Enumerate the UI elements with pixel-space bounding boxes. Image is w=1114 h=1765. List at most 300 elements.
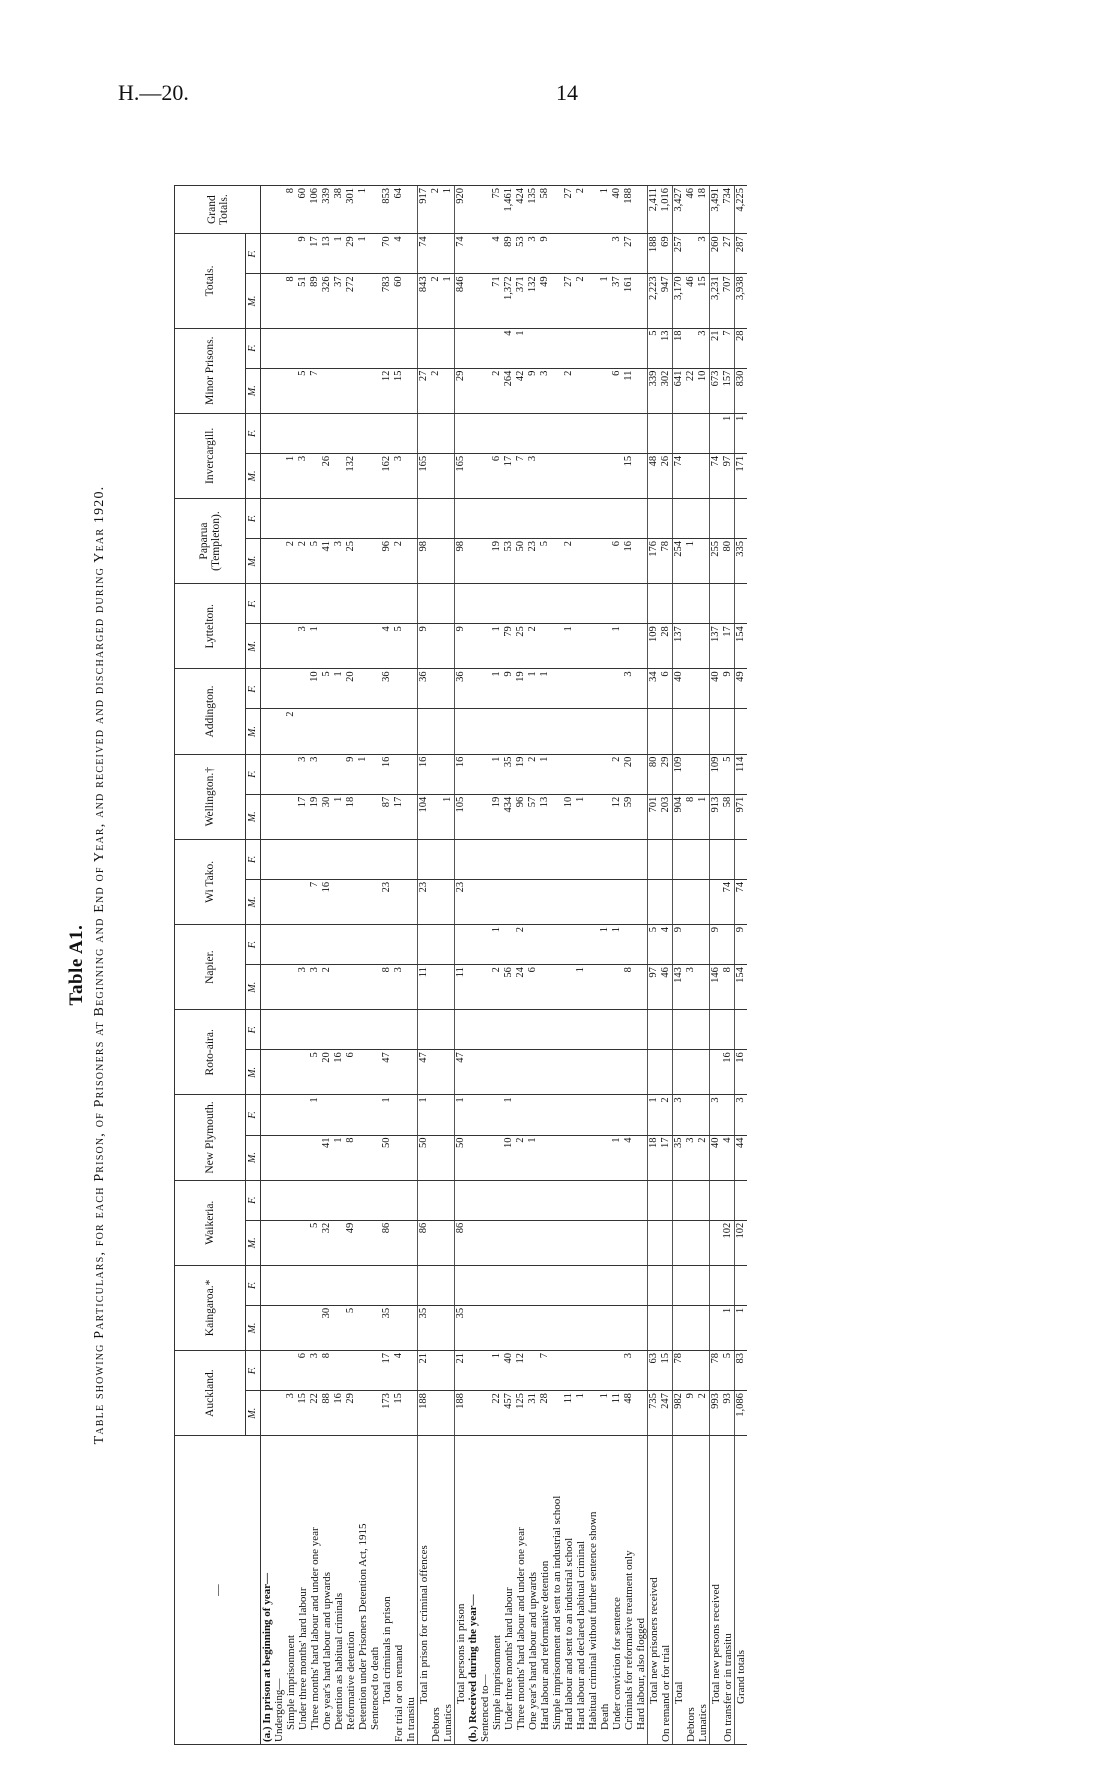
value-cell <box>623 1265 635 1305</box>
value-cell: 17 <box>381 1351 393 1391</box>
value-cell <box>539 624 551 669</box>
value-cell <box>357 794 369 839</box>
value-cell <box>563 584 575 624</box>
value-cell: 4 <box>660 925 673 965</box>
value-cell <box>587 186 599 234</box>
female-subheader: F. <box>246 1351 261 1391</box>
value-cell <box>587 624 599 669</box>
value-cell <box>321 1265 333 1305</box>
value-cell <box>442 413 455 453</box>
table-row <box>735 186 748 1745</box>
value-cell <box>623 498 635 538</box>
value-cell: 8 <box>623 965 635 1010</box>
value-cell <box>285 1050 297 1095</box>
value-cell: 3 <box>685 1135 697 1180</box>
value-cell <box>673 1010 686 1050</box>
row-label: In transitu <box>405 1436 418 1745</box>
value-cell <box>539 1010 551 1050</box>
value-cell <box>660 839 673 879</box>
value-cell <box>587 368 599 413</box>
value-cell <box>467 709 479 754</box>
value-cell <box>685 754 697 794</box>
value-cell: 49 <box>735 669 748 709</box>
value-cell: 4 <box>722 1135 735 1180</box>
table-caption <box>64 185 108 1745</box>
value-cell <box>369 539 381 584</box>
value-cell: 74 <box>673 453 686 498</box>
value-cell: 69 <box>660 234 673 274</box>
value-cell <box>527 1351 539 1391</box>
value-cell: 4 <box>623 1135 635 1180</box>
value-cell <box>369 1050 381 1095</box>
value-cell: 3,170 <box>673 274 686 328</box>
value-cell: 6 <box>345 1050 357 1095</box>
value-cell <box>635 624 648 669</box>
value-cell <box>430 584 442 624</box>
value-cell <box>623 1010 635 1050</box>
value-cell <box>430 879 442 924</box>
value-cell <box>539 1050 551 1095</box>
value-cell <box>479 186 491 234</box>
value-cell <box>673 584 686 624</box>
value-cell <box>273 1351 285 1391</box>
row-label: Debtors <box>430 1436 442 1745</box>
value-cell <box>369 453 381 498</box>
value-cell <box>539 925 551 965</box>
row-label: One year's hard labour and upwards <box>321 1436 333 1745</box>
value-cell <box>611 413 623 453</box>
value-cell: 8 <box>722 965 735 1010</box>
value-cell: 11 <box>611 1391 623 1436</box>
value-cell <box>369 584 381 624</box>
value-cell: 8 <box>285 186 297 234</box>
value-cell <box>551 1135 563 1180</box>
value-cell: 326 <box>321 274 333 328</box>
value-cell <box>273 234 285 274</box>
value-cell: 15 <box>393 1391 405 1436</box>
value-cell <box>503 1220 515 1265</box>
value-cell: 38 <box>333 186 345 234</box>
value-cell <box>599 669 611 709</box>
value-cell <box>599 413 611 453</box>
value-cell <box>551 1391 563 1436</box>
value-cell <box>673 1220 686 1265</box>
value-cell <box>455 584 468 624</box>
value-cell: 4 <box>503 328 515 368</box>
value-cell <box>285 1351 297 1391</box>
value-cell <box>563 1135 575 1180</box>
value-cell <box>635 453 648 498</box>
value-cell: 86 <box>455 1220 468 1265</box>
value-cell: 27 <box>563 186 575 234</box>
table-row <box>648 186 661 1745</box>
value-cell: 42 <box>515 368 527 413</box>
value-cell <box>599 839 611 879</box>
value-cell: 5 <box>309 539 321 584</box>
prison-particulars-table <box>174 185 747 1745</box>
value-cell <box>430 1010 442 1050</box>
value-cell: 29 <box>345 1391 357 1436</box>
value-cell: 830 <box>735 368 748 413</box>
value-cell <box>587 584 599 624</box>
value-cell <box>563 1220 575 1265</box>
value-cell: 264 <box>503 368 515 413</box>
value-cell: 12 <box>515 1351 527 1391</box>
value-cell: 5 <box>722 754 735 794</box>
value-cell: 80 <box>722 539 735 584</box>
value-cell: 114 <box>735 754 748 794</box>
value-cell <box>563 1095 575 1135</box>
value-cell <box>710 498 723 538</box>
value-cell: 1,016 <box>660 186 673 234</box>
value-cell <box>539 413 551 453</box>
value-cell: 46 <box>685 186 697 234</box>
value-cell <box>635 925 648 965</box>
value-cell <box>261 539 274 584</box>
row-label: Hard labour, also flogged <box>635 1436 648 1745</box>
value-cell <box>442 1050 455 1095</box>
row-label: Criminals for reformative treatment only <box>623 1436 635 1745</box>
value-cell <box>551 794 563 839</box>
value-cell <box>575 413 587 453</box>
value-cell <box>685 498 697 538</box>
value-cell <box>527 925 539 965</box>
value-cell <box>479 1351 491 1391</box>
value-cell <box>575 234 587 274</box>
value-cell: 58 <box>722 794 735 839</box>
value-cell: 154 <box>735 624 748 669</box>
value-cell <box>575 1180 587 1220</box>
value-cell <box>273 453 285 498</box>
value-cell <box>575 1135 587 1180</box>
value-cell <box>357 709 369 754</box>
value-cell <box>539 328 551 368</box>
value-cell <box>369 1351 381 1391</box>
value-cell <box>587 328 599 368</box>
value-cell <box>710 1265 723 1305</box>
value-cell <box>393 1220 405 1265</box>
value-cell <box>599 1305 611 1350</box>
value-cell <box>273 274 285 328</box>
value-cell <box>551 1180 563 1220</box>
value-cell <box>635 965 648 1010</box>
value-cell: 188 <box>623 186 635 234</box>
value-cell: 5 <box>309 1220 321 1265</box>
value-cell: 9 <box>673 925 686 965</box>
value-cell: 3 <box>685 965 697 1010</box>
table-row <box>551 186 563 1745</box>
value-cell: 161 <box>623 274 635 328</box>
value-cell <box>587 925 599 965</box>
value-cell: 48 <box>623 1391 635 1436</box>
value-cell: 23 <box>527 539 539 584</box>
value-cell <box>333 1095 345 1135</box>
value-cell: 109 <box>710 754 723 794</box>
value-cell <box>599 1351 611 1391</box>
value-cell: 44 <box>735 1135 748 1180</box>
value-cell <box>479 839 491 879</box>
value-cell <box>405 1391 418 1436</box>
value-cell <box>587 879 599 924</box>
value-cell <box>345 328 357 368</box>
male-subheader: M. <box>246 453 261 498</box>
value-cell <box>551 498 563 538</box>
value-cell <box>357 1265 369 1305</box>
value-cell: 7 <box>515 453 527 498</box>
value-cell <box>393 669 405 709</box>
table-row <box>673 186 686 1745</box>
value-cell <box>515 584 527 624</box>
value-cell <box>261 1220 274 1265</box>
value-cell <box>345 624 357 669</box>
value-cell <box>515 1095 527 1135</box>
value-cell: 6 <box>297 1351 309 1391</box>
value-cell <box>369 965 381 1010</box>
value-cell: 920 <box>455 186 468 234</box>
value-cell <box>273 328 285 368</box>
value-cell: 11 <box>563 1391 575 1436</box>
value-cell <box>467 1391 479 1436</box>
value-cell: 83 <box>735 1351 748 1391</box>
value-cell: 9 <box>418 624 431 669</box>
value-cell: 74 <box>735 879 748 924</box>
value-cell <box>648 839 661 879</box>
value-cell <box>467 839 479 879</box>
value-cell: 783 <box>381 274 393 328</box>
value-cell <box>697 413 710 453</box>
value-cell <box>442 925 455 965</box>
value-cell <box>405 539 418 584</box>
value-cell <box>491 1180 503 1220</box>
value-cell <box>599 1220 611 1265</box>
value-cell <box>515 1180 527 1220</box>
value-cell: 1 <box>442 274 455 328</box>
value-cell: 26 <box>660 453 673 498</box>
value-cell <box>575 839 587 879</box>
value-cell <box>442 879 455 924</box>
value-cell <box>697 879 710 924</box>
value-cell <box>697 1095 710 1135</box>
value-cell <box>648 879 661 924</box>
table-row <box>442 186 455 1745</box>
value-cell: 5 <box>648 925 661 965</box>
value-cell <box>611 1010 623 1050</box>
value-cell <box>430 1220 442 1265</box>
value-cell <box>587 1010 599 1050</box>
value-cell <box>551 368 563 413</box>
value-cell <box>611 1220 623 1265</box>
value-cell <box>539 709 551 754</box>
value-cell <box>563 1010 575 1050</box>
value-cell: 2 <box>297 539 309 584</box>
value-cell <box>539 879 551 924</box>
value-cell <box>430 925 442 965</box>
value-cell <box>635 1351 648 1391</box>
value-cell <box>467 1351 479 1391</box>
value-cell <box>660 413 673 453</box>
value-cell <box>309 1180 321 1220</box>
value-cell: 5 <box>648 328 661 368</box>
value-cell <box>722 839 735 879</box>
value-cell <box>611 1265 623 1305</box>
female-subheader: F. <box>246 839 261 879</box>
table-row <box>539 186 551 1745</box>
row-label: Total persons in prison <box>455 1436 468 1745</box>
value-cell <box>369 1220 381 1265</box>
value-cell: 30 <box>321 794 333 839</box>
value-cell: 16 <box>623 539 635 584</box>
value-cell <box>648 584 661 624</box>
value-cell <box>575 328 587 368</box>
table-row <box>635 186 648 1745</box>
value-cell <box>479 1265 491 1305</box>
value-cell: 3 <box>611 234 623 274</box>
value-cell <box>405 1050 418 1095</box>
value-cell: 203 <box>660 794 673 839</box>
value-cell <box>587 669 599 709</box>
value-cell: 36 <box>381 669 393 709</box>
value-cell: 26 <box>321 453 333 498</box>
value-cell <box>479 453 491 498</box>
value-cell: 40 <box>710 669 723 709</box>
value-cell: 16 <box>333 1050 345 1095</box>
value-cell <box>611 1180 623 1220</box>
value-cell: 28 <box>735 328 748 368</box>
value-cell: 3 <box>285 1391 297 1436</box>
value-cell <box>479 1220 491 1265</box>
value-cell: 7 <box>539 1351 551 1391</box>
value-cell <box>575 1265 587 1305</box>
value-cell <box>587 1050 599 1095</box>
value-cell <box>405 328 418 368</box>
value-cell <box>660 1180 673 1220</box>
male-subheader: M. <box>246 539 261 584</box>
value-cell <box>503 1305 515 1350</box>
value-cell <box>369 839 381 879</box>
value-cell <box>405 274 418 328</box>
value-cell: 36 <box>418 669 431 709</box>
value-cell <box>405 669 418 709</box>
value-cell <box>261 584 274 624</box>
value-cell <box>697 584 710 624</box>
row-label: Lunatics <box>442 1436 455 1745</box>
value-cell <box>309 584 321 624</box>
value-cell <box>381 498 393 538</box>
value-cell <box>430 1180 442 1220</box>
value-cell <box>587 234 599 274</box>
value-cell <box>563 754 575 794</box>
value-cell <box>442 539 455 584</box>
value-cell <box>369 1265 381 1305</box>
value-cell <box>467 1135 479 1180</box>
value-cell <box>393 584 405 624</box>
value-cell <box>309 453 321 498</box>
table-row <box>381 186 393 1745</box>
value-cell <box>285 368 297 413</box>
value-cell <box>479 709 491 754</box>
value-cell: 6 <box>491 453 503 498</box>
row-label: Sentenced to death <box>369 1436 381 1745</box>
value-cell <box>333 584 345 624</box>
row-label: (b.) Received during the year— <box>467 1436 479 1745</box>
table-row <box>503 186 515 1745</box>
value-cell: 3,427 <box>673 186 686 234</box>
value-cell <box>563 709 575 754</box>
value-cell <box>697 925 710 965</box>
row-label: Death <box>599 1436 611 1745</box>
value-cell <box>491 1305 503 1350</box>
value-cell: 102 <box>735 1220 748 1265</box>
row-label: Simple imprisonment <box>285 1436 297 1745</box>
value-cell <box>527 1305 539 1350</box>
value-cell <box>345 368 357 413</box>
value-cell <box>261 839 274 879</box>
row-label: Detention under Prisoners Detention Act, 1915 <box>357 1436 369 1745</box>
value-cell <box>551 413 563 453</box>
value-cell: 16 <box>455 754 468 794</box>
value-cell: 35 <box>503 754 515 794</box>
value-cell <box>479 368 491 413</box>
row-label: (a.) In prison at beginning of year— <box>261 1436 274 1745</box>
value-cell: 1 <box>333 669 345 709</box>
value-cell: 1 <box>333 1135 345 1180</box>
female-subheader: F. <box>246 328 261 368</box>
value-cell: 59 <box>623 794 635 839</box>
value-cell <box>333 965 345 1010</box>
value-cell <box>722 709 735 754</box>
value-cell: 70 <box>381 234 393 274</box>
value-cell: 2 <box>697 1391 710 1436</box>
value-cell <box>527 709 539 754</box>
value-cell: 18 <box>697 186 710 234</box>
value-cell: 2 <box>285 709 297 754</box>
table-row <box>333 186 345 1745</box>
value-cell <box>563 234 575 274</box>
value-cell: 1 <box>418 1095 431 1135</box>
table-row <box>599 186 611 1745</box>
value-cell <box>442 754 455 794</box>
value-cell <box>333 1265 345 1305</box>
value-cell <box>491 839 503 879</box>
value-cell: 75 <box>491 186 503 234</box>
value-cell <box>697 498 710 538</box>
value-cell <box>393 1010 405 1050</box>
value-cell <box>685 669 697 709</box>
value-cell <box>735 1180 748 1220</box>
value-cell <box>491 1010 503 1050</box>
table-row <box>357 186 369 1745</box>
value-cell <box>623 624 635 669</box>
value-cell <box>430 453 442 498</box>
value-cell <box>285 1180 297 1220</box>
value-cell <box>285 1095 297 1135</box>
value-cell <box>527 1095 539 1135</box>
value-cell: 17 <box>722 624 735 669</box>
value-cell <box>455 925 468 965</box>
value-cell <box>587 754 599 794</box>
value-cell: 917 <box>418 186 431 234</box>
value-cell <box>357 1050 369 1095</box>
value-cell <box>623 328 635 368</box>
value-cell: 12 <box>381 368 393 413</box>
value-cell <box>273 368 285 413</box>
value-cell <box>587 1095 599 1135</box>
value-cell <box>551 186 563 234</box>
prison-column-header: Wi Tako. <box>175 839 246 924</box>
value-cell: 88 <box>321 1391 333 1436</box>
value-cell <box>273 794 285 839</box>
value-cell <box>345 584 357 624</box>
